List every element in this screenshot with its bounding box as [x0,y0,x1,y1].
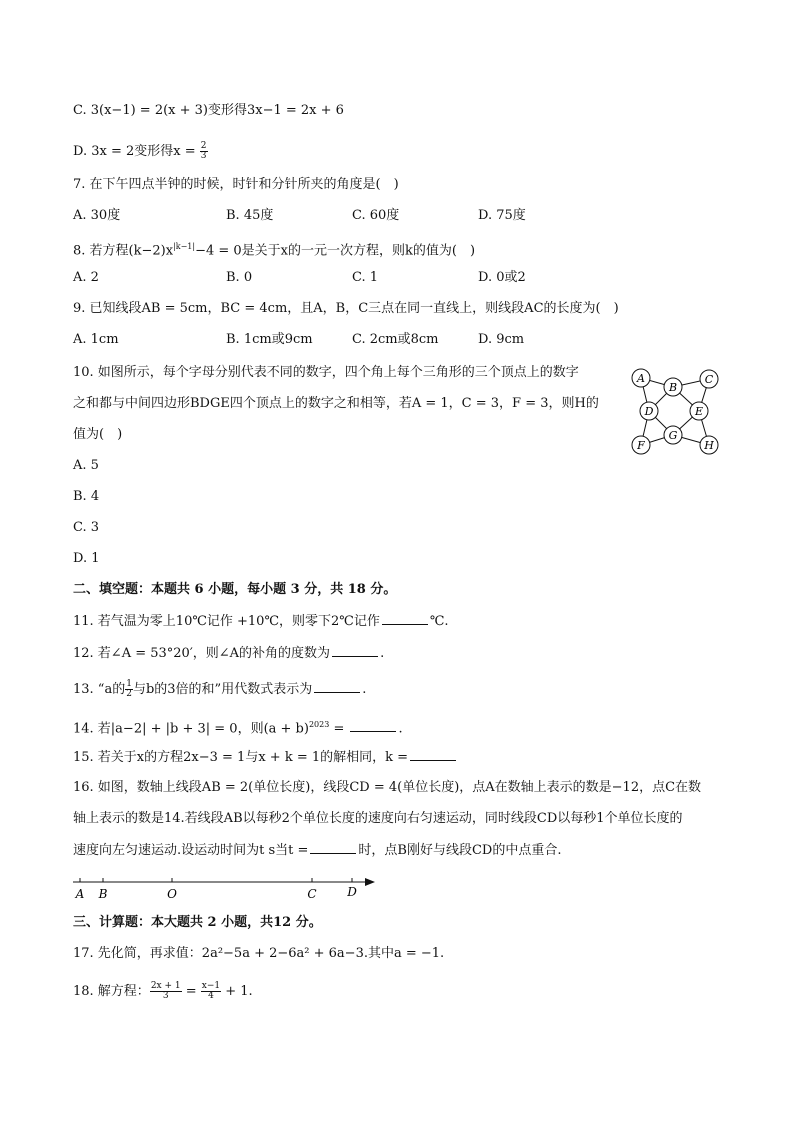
q16-line3-start: 速度向左匀速运动.设运动时间为t s当t = [73,843,309,858]
node-e-label: E [694,405,704,418]
q14-end: . [398,721,403,737]
node-d-label: D [644,405,654,418]
q6-option-d [73,142,208,161]
q10-option-a: A. 5 [73,458,99,473]
q11 [73,612,449,631]
q16-line3-end: 时，点B刚好与线段CD的中点重合. [358,843,562,858]
node-a-label: A [637,372,645,385]
answer-blank [350,719,396,732]
q11-unit: ℃. [429,614,449,629]
q18 [73,982,253,1001]
q10-option-d: D. 1 [73,551,100,566]
q6-fraction [200,142,208,161]
section-calculation-heading: 三、计算题：本大题共 2 小题，共12 分。 [73,915,322,930]
q7-option-d: D. 75度 [478,208,526,223]
q8-option-c: C. 1 [352,270,379,285]
q10-option-c: C. 3 [73,520,100,535]
axis-label-o: O [167,887,177,901]
q8-option-b: B. 0 [226,270,253,285]
q8-stem-start: 8. 若方程(k−2)x [73,243,174,259]
q16-number-line [70,872,380,902]
q8-stem-end: −4 = 0是关于x的一元一次方程，则k的值为( ) [195,243,476,259]
fraction-numerator: 1 [126,679,132,689]
q14 [73,716,403,738]
q7-stem: 7. 在下午四点半钟的时候，时针和分针所夹的角度是( ) [73,177,399,192]
node-f-label: F [637,439,645,452]
q10-stem-line3: 值为( ) [73,427,123,442]
q18-end: + 1. [221,984,253,999]
answer-blank [314,680,360,693]
q13-fraction [125,680,133,699]
axis-label-d: D [347,885,357,899]
q18-fraction-left [150,982,182,1001]
q8-option-d: D. 0或2 [478,270,526,285]
q10-stem-line2: 之和都与中间四边形BDGE四个顶点上的数字之和相等，若A = 1，C = 3，F = 3，则H的 [73,396,599,411]
axis-label-a: A [75,887,85,901]
q8-option-a: A. 2 [73,270,99,285]
answer-blank [410,748,456,761]
q10-stem-line1: 10. 如图所示，每个字母分别代表不同的数字，四个角上每个三角形的三个顶点上的数字 [73,365,579,380]
q14-exponent: 2023 [308,720,330,729]
q15 [73,748,458,767]
q17: 17. 先化简，再求值：2a²−5a + 2−6a² + 6a−3.其中a = −1. [73,946,445,961]
fraction-denominator: 3 [162,991,169,1001]
answer-blank [382,612,428,625]
q9-option-b: B. 1cm或9cm [226,332,313,347]
q13-end: . [362,682,367,697]
q12 [73,644,384,663]
node-g-label: G [668,429,678,442]
answer-blank [310,841,356,854]
q13 [73,680,366,699]
fraction-denominator: 4 [208,991,214,1001]
q8-exponent: |k−1| [173,242,196,251]
q9-option-c: C. 2cm或8cm [352,332,439,347]
fraction-denominator: 2 [126,689,132,699]
q14-equals: = [329,721,349,737]
section-fill-in-heading: 二、填空题：本题共 6 小题，每小题 3 分，共 18 分。 [73,582,397,597]
q8-stem [73,238,475,260]
q13-text-start: 13. “a的 [73,682,126,697]
node-b-label: B [668,381,678,394]
q11-text: 11. 若气温为零上10℃记作 +10℃，则零下2℃记作 [73,614,380,629]
q7-option-a: A. 30度 [73,208,121,223]
q6-option-d-text: D. 3x = 2变形得x = [73,144,196,159]
q6-option-c: C. 3(x−1) = 2(x + 3)变形得3x−1 = 2x + 6 [73,103,344,118]
fraction-numerator: 2x + 1 [150,981,181,991]
axis-label-c: C [307,887,317,901]
q12-text: 12. 若∠A = 53°20′，则∠A的补角的度数为 [73,646,331,661]
q14-text: 14. 若|a−2| + |b + 3| = 0，则(a + b) [73,721,309,737]
q12-end: . [380,646,385,661]
q10-option-b: B. 4 [73,489,100,504]
fraction-denominator: 3 [200,151,207,161]
q7-option-c: C. 60度 [352,208,400,223]
q16-line1: 16. 如图，数轴上线段AB = 2(单位长度)，线段CD = 4(单位长度)，点A在数轴上表示的数是−12，点C在数 [73,780,702,795]
q10-figure [625,363,725,459]
q9-option-d: D. 9cm [478,332,525,347]
fraction-numerator: x−1 [201,981,221,991]
q9-option-a: A. 1cm [73,332,119,347]
axis-arrow-icon [365,878,375,886]
q18-fraction-right [201,982,221,1001]
axis-label-b: B [98,887,108,901]
q15-text: 15. 若关于x的方程2x−3 = 1与x + k = 1的解相同，k = [73,750,409,765]
q13-text-end: 与b的3倍的和”用代数式表示为 [132,682,313,697]
q7-option-b: B. 45度 [226,208,274,223]
node-c-label: C [704,373,714,386]
fraction-numerator: 2 [200,141,207,151]
q18-equals: = [181,984,201,999]
q16-line2: 轴上表示的数是14.若线段AB以每秒2个单位长度的速度向右匀速运动，同时线段CD以每秒1个单位长度的 [73,811,683,826]
q16-line3 [73,841,561,860]
node-h-label: H [704,439,714,452]
q9-stem: 9. 已知线段AB = 5cm，BC = 4cm，且A，B，C三点在同一直线上，则线段AC的长度为( ) [73,301,619,316]
answer-blank [332,644,378,657]
q18-text: 18. 解方程： [73,984,150,999]
